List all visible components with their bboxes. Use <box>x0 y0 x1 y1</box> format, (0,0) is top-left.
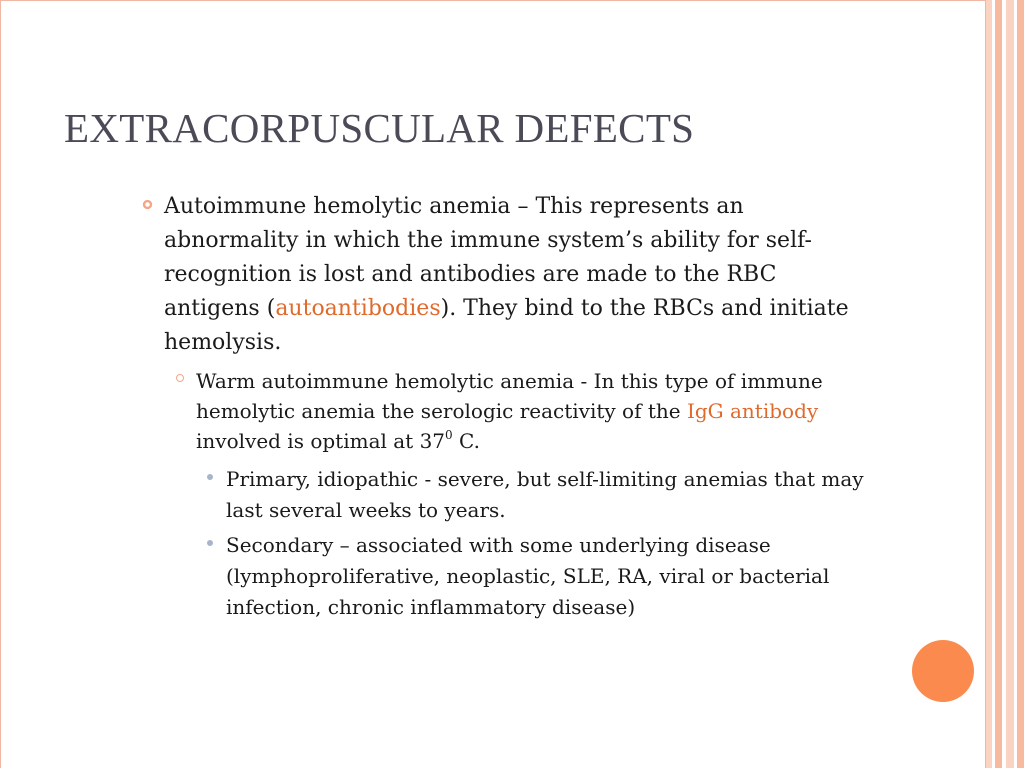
bullet-level1-lead: Autoimmune hemolytic anemia – This represents an abnormality in which the immune system’s ability for self-recognition is lost and antibodies are made to the RBC antigens ( <box>164 194 812 321</box>
highlight-autoantibodies: autoantibodies <box>275 296 441 321</box>
bullet-level2-lead: Warm autoimmune hemolytic anemia - In this type of immune hemolytic anemia the serologic reactivity of the <box>196 369 823 423</box>
slide-title: EXTRACORPUSCULAR DEFECTS <box>64 105 695 151</box>
bullet-level2-tail: C. <box>452 429 480 453</box>
bullet-level2-mid: involved is optimal at 37 <box>196 429 446 453</box>
bullet-level3-secondary <box>226 530 876 623</box>
bullet-level2 <box>196 366 876 456</box>
bullet-level1 <box>164 190 876 360</box>
dot-bullet-icon <box>207 540 213 546</box>
bullet-level3-primary <box>226 464 876 526</box>
open-circle-bullet-icon <box>176 374 184 382</box>
ring-bullet-icon <box>142 199 153 210</box>
decorative-stripe <box>1017 0 1024 768</box>
decorative-stripe <box>995 0 1002 768</box>
highlight-igg-antibody: IgG antibody <box>686 399 819 423</box>
bullet-level3-primary-text: Primary, idiopathic - severe, but self-limiting anemias that may last several weeks to years. <box>226 467 864 522</box>
bullet-level1-text <box>164 190 876 360</box>
bullet-level1-tail: ). They bind to the RBCs and initiate hemolysis. <box>164 296 849 355</box>
decorative-stripe <box>986 0 992 768</box>
dot-bullet-icon <box>207 474 213 480</box>
decorative-stripe <box>1006 0 1014 768</box>
bullet-level3-secondary-text: Secondary – associated with some underlying disease (lymphoproliferative, neoplastic, SLE, RA, viral or bacterial infection, chronic inflammatory disease) <box>226 533 830 619</box>
degree-superscript: 0 <box>445 428 453 442</box>
bullet-level2-text <box>196 366 876 456</box>
